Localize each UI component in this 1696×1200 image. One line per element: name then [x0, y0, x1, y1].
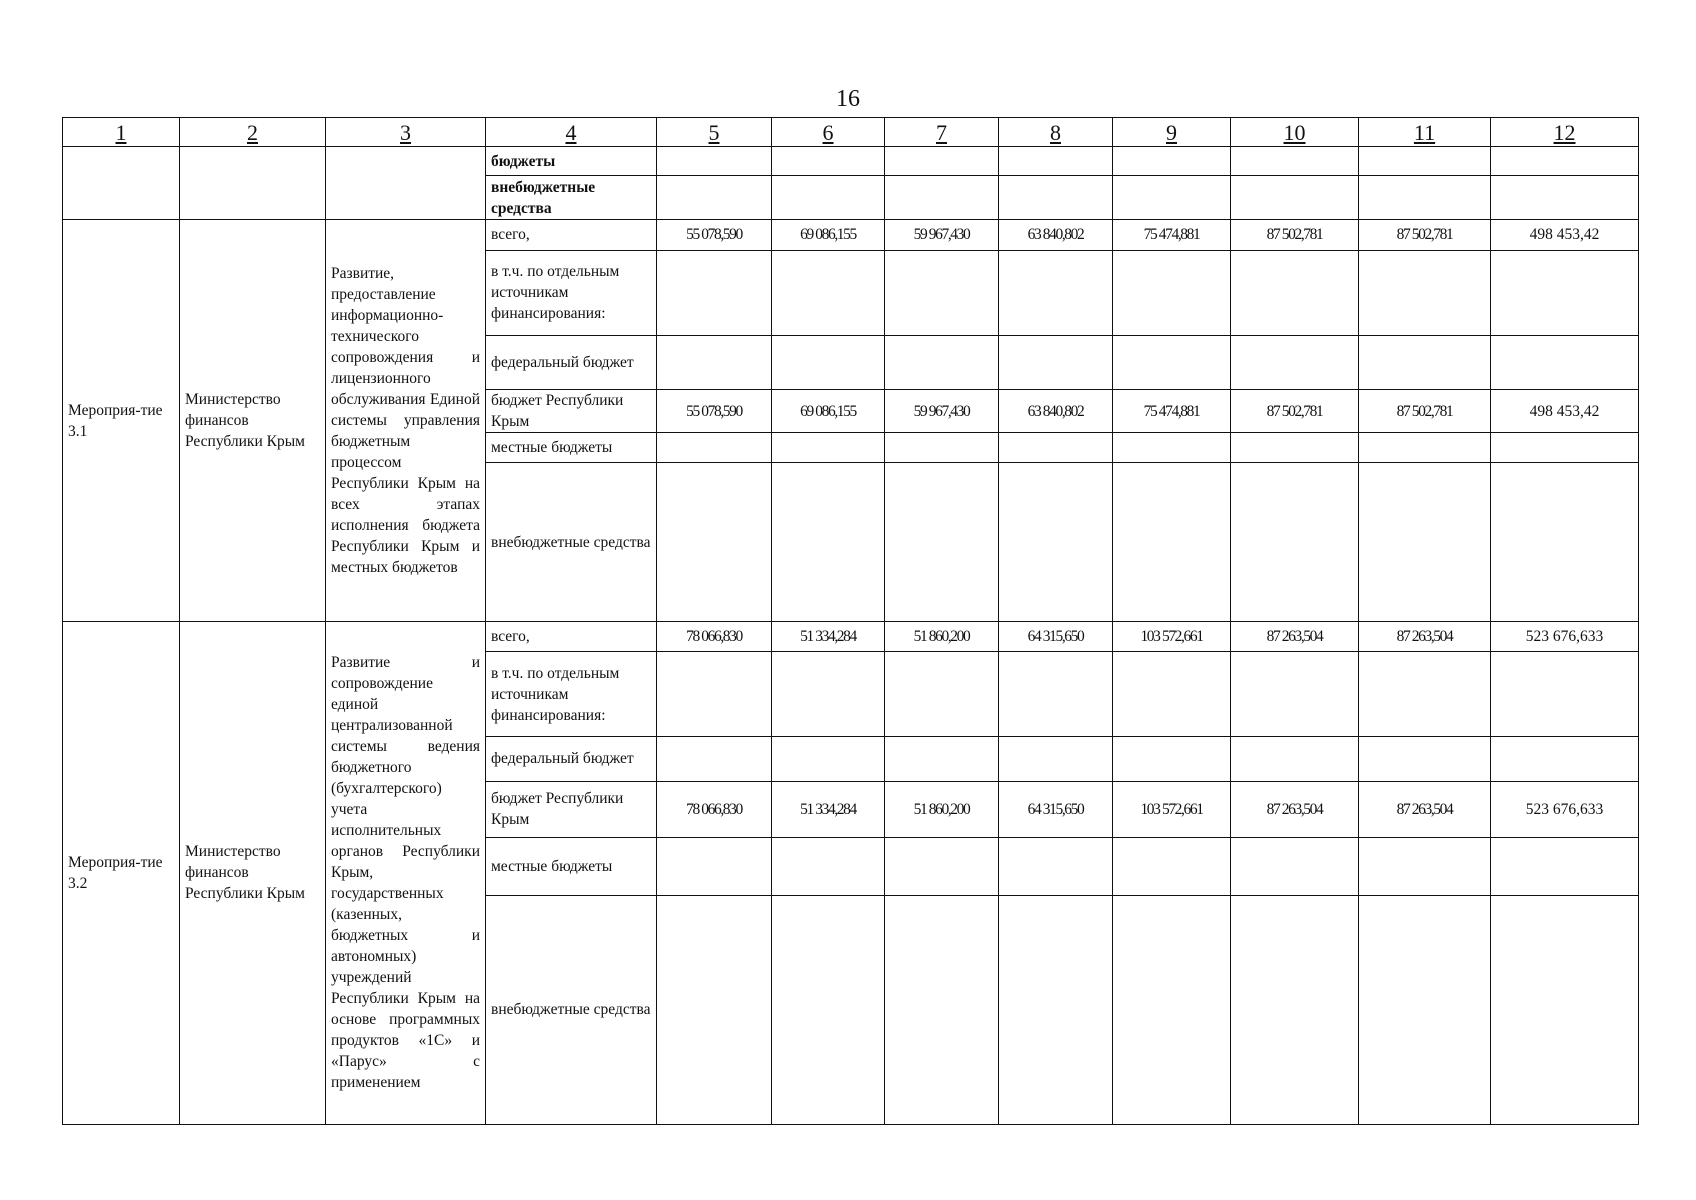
- value-cell: [885, 652, 999, 737]
- value-cell: [999, 737, 1113, 781]
- column-header: 6: [772, 118, 885, 147]
- value-cell: [999, 433, 1113, 463]
- page-number: 16: [836, 86, 860, 112]
- table-row: [63, 147, 1639, 176]
- column-header: 10: [1231, 118, 1359, 147]
- value-cell: [999, 176, 1113, 220]
- value-cell: 69 086,155: [772, 220, 885, 250]
- value-cell: [1359, 737, 1491, 781]
- column-header: 5: [657, 118, 772, 147]
- value-cell: [885, 433, 999, 463]
- total-cell: [1491, 837, 1639, 895]
- value-cell: [1113, 176, 1231, 220]
- value-cell: 59 967,430: [885, 390, 999, 433]
- value-cell: 75 474,881: [1113, 220, 1231, 250]
- column-header: 3: [326, 118, 486, 147]
- value-cell: [1359, 433, 1491, 463]
- table-row: [63, 621, 1639, 651]
- value-cell: [657, 737, 772, 781]
- value-cell: [1231, 737, 1359, 781]
- value-cell: [1231, 895, 1359, 1124]
- value-cell: [772, 147, 885, 176]
- description-cell: [326, 147, 486, 220]
- value-cell: [657, 147, 772, 176]
- value-cell: 63 840,802: [999, 390, 1113, 433]
- value-cell: 87 502,781: [1231, 220, 1359, 250]
- value-cell: [657, 250, 772, 335]
- value-cell: [885, 147, 999, 176]
- total-cell: 498 453,42: [1491, 390, 1639, 433]
- total-cell: [1491, 463, 1639, 622]
- row-label: в т.ч. по отдельным источникам финансирования:: [486, 652, 657, 737]
- row-label: всего,: [486, 621, 657, 651]
- value-cell: [885, 176, 999, 220]
- value-cell: [999, 250, 1113, 335]
- value-cell: [657, 433, 772, 463]
- row-label: внебюджетные средства: [486, 895, 657, 1124]
- value-cell: [885, 837, 999, 895]
- value-cell: [1113, 652, 1231, 737]
- total-cell: [1491, 895, 1639, 1124]
- column-header: 8: [999, 118, 1113, 147]
- total-cell: [1491, 250, 1639, 335]
- value-cell: 78 066,830: [657, 781, 772, 837]
- funding-table: [62, 117, 1639, 1125]
- row-label: местные бюджеты: [486, 433, 657, 463]
- value-cell: [1231, 463, 1359, 622]
- value-cell: [999, 895, 1113, 1124]
- event-name-cell: Мероприя-тие 3.1: [63, 220, 180, 622]
- value-cell: [1113, 737, 1231, 781]
- executor-cell: Министерство финансов Республики Крым: [180, 220, 326, 622]
- value-cell: [1491, 147, 1639, 176]
- value-cell: [772, 652, 885, 737]
- value-cell: [1491, 176, 1639, 220]
- value-cell: [999, 837, 1113, 895]
- value-cell: 69 086,155: [772, 390, 885, 433]
- event-name-cell: Мероприя-тие 3.2: [63, 621, 180, 1124]
- value-cell: [657, 895, 772, 1124]
- value-cell: [772, 895, 885, 1124]
- column-header: 11: [1359, 118, 1491, 147]
- value-cell: [1359, 147, 1491, 176]
- value-cell: [657, 335, 772, 389]
- value-cell: 87 263,504: [1231, 621, 1359, 651]
- value-cell: 55 078,590: [657, 390, 772, 433]
- column-header: 7: [885, 118, 999, 147]
- value-cell: 51 334,284: [772, 781, 885, 837]
- value-cell: [657, 837, 772, 895]
- value-cell: [1113, 250, 1231, 335]
- value-cell: [1231, 433, 1359, 463]
- value-cell: 87 263,504: [1231, 781, 1359, 837]
- value-cell: 78 066,830: [657, 621, 772, 651]
- event-name-cell: [63, 147, 180, 220]
- value-cell: [885, 335, 999, 389]
- value-cell: 75 474,881: [1113, 390, 1231, 433]
- value-cell: [1113, 147, 1231, 176]
- value-cell: [1231, 335, 1359, 389]
- value-cell: 103 572,661: [1113, 781, 1231, 837]
- row-label: федеральный бюджет: [486, 737, 657, 781]
- row-label: бюджет Республики Крым: [486, 390, 657, 433]
- column-header: 4: [486, 118, 657, 147]
- description-cell: Развитие, предоставление информационно-технического сопровождения и лицензионного обслуживания Единой системы управления бюджетным процессом Республики Крым на всех этапах исполнения бюджета Республики Крым и местных бюджетов: [326, 220, 486, 622]
- value-cell: 87 263,504: [1359, 621, 1491, 651]
- value-cell: [885, 463, 999, 622]
- value-cell: [1113, 837, 1231, 895]
- row-label: в т.ч. по отдельным источникам финансирования:: [486, 250, 657, 335]
- column-header: 12: [1491, 118, 1639, 147]
- value-cell: [999, 652, 1113, 737]
- column-number-row: [63, 118, 1639, 147]
- value-cell: [999, 147, 1113, 176]
- value-cell: [1113, 433, 1231, 463]
- value-cell: [1113, 335, 1231, 389]
- total-cell: [1491, 433, 1639, 463]
- total-cell: 523 676,633: [1491, 621, 1639, 651]
- value-cell: [1231, 250, 1359, 335]
- column-header: 1: [63, 118, 180, 147]
- value-cell: [1359, 176, 1491, 220]
- total-cell: 498 453,42: [1491, 220, 1639, 250]
- column-header: 2: [180, 118, 326, 147]
- row-label: всего,: [486, 220, 657, 250]
- value-cell: [772, 335, 885, 389]
- value-cell: [1231, 176, 1359, 220]
- table-row: [63, 220, 1639, 250]
- row-label: внебюджетные средства: [486, 463, 657, 622]
- value-cell: [772, 837, 885, 895]
- value-cell: 64 315,650: [999, 621, 1113, 651]
- value-cell: 103 572,661: [1113, 621, 1231, 651]
- value-cell: [657, 463, 772, 622]
- value-cell: [885, 895, 999, 1124]
- value-cell: [885, 737, 999, 781]
- total-cell: [1491, 652, 1639, 737]
- value-cell: [772, 250, 885, 335]
- value-cell: [1359, 335, 1491, 389]
- total-cell: 523 676,633: [1491, 781, 1639, 837]
- value-cell: [885, 250, 999, 335]
- value-cell: [1359, 837, 1491, 895]
- value-cell: 87 502,781: [1359, 220, 1491, 250]
- row-label: местные бюджеты: [486, 837, 657, 895]
- value-cell: [1231, 652, 1359, 737]
- value-cell: [1231, 147, 1359, 176]
- value-cell: 63 840,802: [999, 220, 1113, 250]
- value-cell: 51 860,200: [885, 781, 999, 837]
- row-label: федеральный бюджет: [486, 335, 657, 389]
- value-cell: [1359, 652, 1491, 737]
- value-cell: [1359, 250, 1491, 335]
- value-cell: [772, 433, 885, 463]
- value-cell: 87 502,781: [1231, 390, 1359, 433]
- value-cell: [772, 737, 885, 781]
- executor-cell: Министерство финансов Республики Крым: [180, 621, 326, 1124]
- value-cell: [1359, 895, 1491, 1124]
- row-label: бюджеты: [486, 147, 657, 176]
- value-cell: [772, 176, 885, 220]
- value-cell: [999, 463, 1113, 622]
- total-cell: [1491, 335, 1639, 389]
- value-cell: 51 860,200: [885, 621, 999, 651]
- value-cell: [1113, 895, 1231, 1124]
- row-label: бюджет Республики Крым: [486, 781, 657, 837]
- description-cell: Развитие и сопровождение единой централизованной системы ведения бюджетного (бухгалтерского) учета исполнительных органов Республики Крым, государственных (казенных, бюджетных и автономных) учреждений Республики Крым на основе программных продуктов «1С» и «Парус» с применением: [326, 621, 486, 1124]
- total-cell: [1491, 737, 1639, 781]
- value-cell: [657, 652, 772, 737]
- value-cell: [772, 463, 885, 622]
- value-cell: [1231, 837, 1359, 895]
- value-cell: 51 334,284: [772, 621, 885, 651]
- value-cell: [1113, 463, 1231, 622]
- value-cell: 64 315,650: [999, 781, 1113, 837]
- value-cell: 59 967,430: [885, 220, 999, 250]
- row-label: внебюджетные средства: [486, 176, 657, 220]
- executor-cell: [180, 147, 326, 220]
- column-header: 9: [1113, 118, 1231, 147]
- value-cell: 87 263,504: [1359, 781, 1491, 837]
- value-cell: 87 502,781: [1359, 390, 1491, 433]
- value-cell: [1359, 463, 1491, 622]
- value-cell: [999, 335, 1113, 389]
- value-cell: [657, 176, 772, 220]
- value-cell: 55 078,590: [657, 220, 772, 250]
